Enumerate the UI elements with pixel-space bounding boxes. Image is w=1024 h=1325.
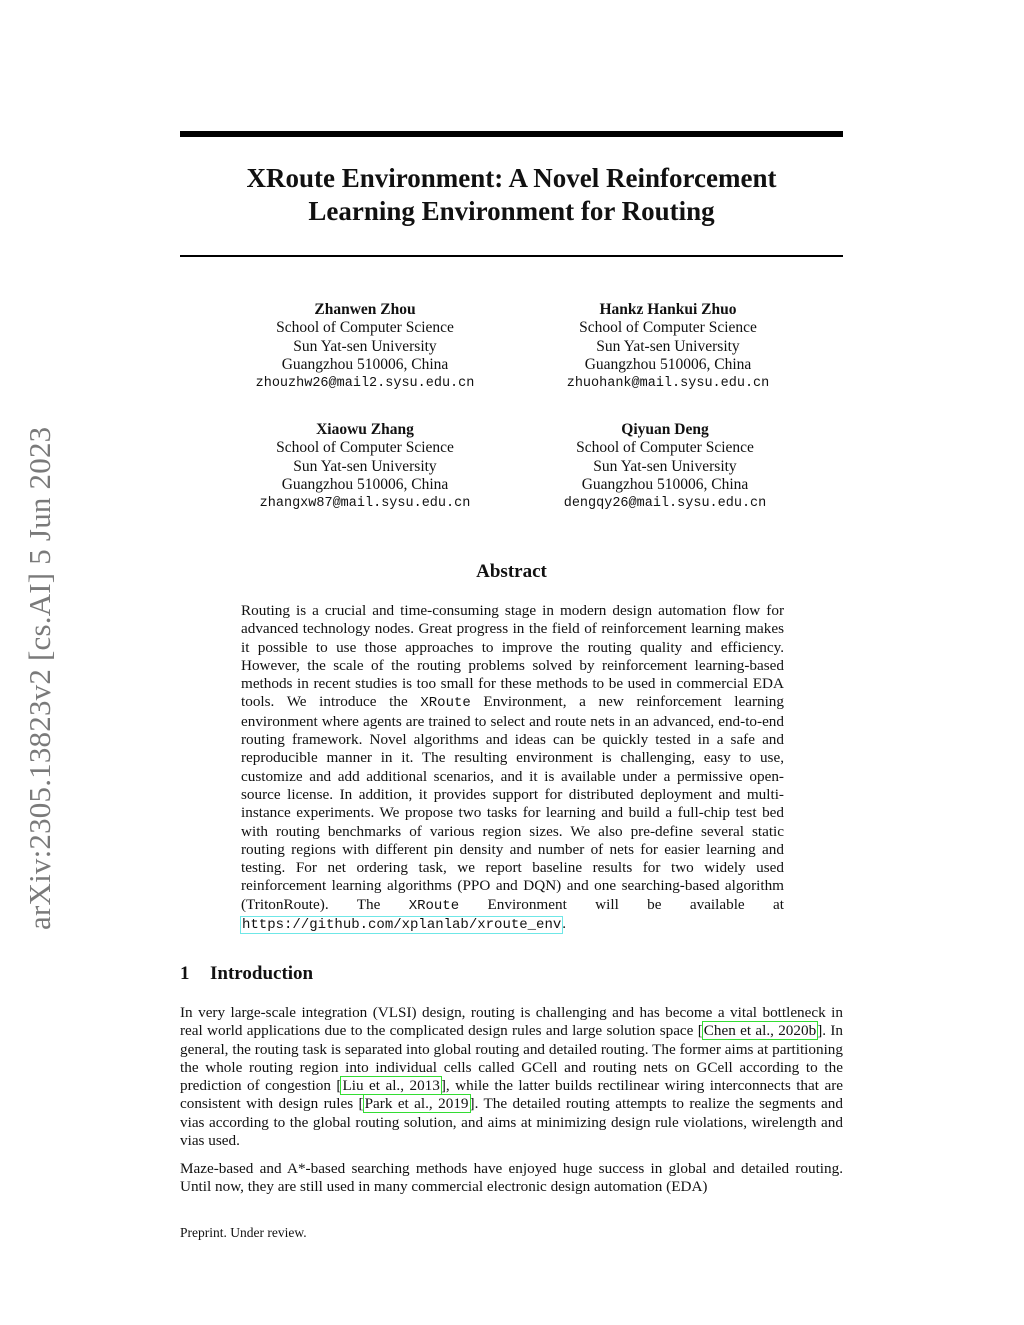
- intro-paragraph-2: Maze-based and A*-based searching methods have enjoyed huge success in global and detailed routing. Until now, they are still used in many commercial electronic design automation (EDA): [180, 1160, 843, 1196]
- abstract-text-2: Environment, a new reinforcement learning environment where agents are trained to select and route nets in an advanced, end-to-end routing framework. Novel algorithms and ideas can be quickly tested in a safe and reproducible manner in it. The resulting environment is challenging, easy to use, customize and add additional scenarios, and it is available under a permissive open-source license. In addition, it provides support for distributed deployment and multi-instance experiments. We propose two tasks for learning and build a full-chip test bed with routing benchmarks of various region sizes. We also pre-define several static routing regions with different pin density and number of nets for easier learning and testing. For net ordering task, we report baseline results for two widely used reinforcement learning algorithms (PPO and DQN) and one searching-based algorithm (TritonRoute). The: [241, 693, 784, 913]
- citation-chen-2020b[interactable]: Chen et al., 2020b: [703, 1022, 817, 1040]
- author-name: Zhanwen Zhou: [314, 301, 416, 318]
- author-email[interactable]: dengqy26@mail.sysu.edu.cn: [563, 495, 767, 511]
- author-block-2: [508, 301, 828, 393]
- section-title: Introduction: [210, 963, 314, 984]
- abstract-text-3: Environment will be available at: [459, 895, 784, 913]
- title-top-rule: [180, 131, 843, 137]
- abstract-code-xroute-2: XRoute: [408, 897, 460, 914]
- author-block-3: [205, 421, 525, 513]
- author-dept: School of Computer Science: [579, 319, 757, 337]
- author-email[interactable]: zhangxw87@mail.sysu.edu.cn: [259, 495, 471, 511]
- author-city: Guangzhou 510006, China: [281, 476, 449, 494]
- author-name: Hankz Hankui Zhuo: [599, 301, 737, 318]
- author-email[interactable]: zhuohank@mail.sysu.edu.cn: [566, 375, 770, 391]
- author-univ: Sun Yat-sen University: [596, 337, 740, 355]
- abstract-body: [241, 602, 784, 934]
- github-url-link[interactable]: https://github.com/xplanlab/xroute_env: [242, 917, 562, 934]
- para-text: ]. In general, the routing task is separated into global routing and detailed routing. The former aims at partitioning the whole routing region into individual cells called GCell and routing nets on GCell according to the prediction of congestion [: [180, 1022, 843, 1095]
- author-name: Xiaowu Zhang: [316, 421, 414, 438]
- author-city: Guangzhou 510006, China: [584, 356, 752, 374]
- paper-title: [180, 162, 843, 228]
- author-city: Guangzhou 510006, China: [281, 356, 449, 374]
- section-heading-introduction: [180, 963, 313, 985]
- abstract-code-xroute: XRoute: [420, 695, 471, 712]
- citation-liu-2013[interactable]: Liu et al., 2013: [342, 1077, 440, 1095]
- para-text: In very large-scale integration (VLSI) design, routing is challenging and has become a vital bottleneck in real world applications due to the complicated design rules and large solution space [: [180, 1004, 843, 1040]
- author-univ: Sun Yat-sen University: [293, 337, 437, 355]
- author-dept: School of Computer Science: [576, 439, 754, 457]
- para-text: ], while the latter builds rectilinear wiring interconnects that are consistent with design rules [: [180, 1077, 843, 1113]
- arxiv-sidebar-stamp: arXiv:2305.13823v2 [cs.AI] 5 Jun 2023: [22, 426, 57, 930]
- author-block-4: [505, 421, 825, 513]
- abstract-text-4: .: [562, 915, 567, 933]
- author-dept: School of Computer Science: [276, 439, 454, 457]
- citation-park-2019[interactable]: Park et al., 2019: [364, 1095, 469, 1113]
- title-line-2: Learning Environment for Routing: [308, 196, 715, 226]
- author-block-1: [205, 301, 525, 393]
- author-name: Qiyuan Deng: [621, 421, 709, 438]
- title-line-1: XRoute Environment: A Novel Reinforcement: [246, 163, 777, 193]
- title-bottom-rule: [180, 255, 843, 257]
- author-univ: Sun Yat-sen University: [593, 457, 737, 475]
- author-dept: School of Computer Science: [276, 319, 454, 337]
- section-number: 1: [180, 963, 190, 984]
- intro-paragraph-1: [180, 1004, 843, 1150]
- page-footer: Preprint. Under review.: [180, 1225, 307, 1240]
- abstract-heading: Abstract: [476, 561, 547, 582]
- para-text: ]. The detailed routing attempts to realize the segments and vias according to the global routing solution, and aims at minimizing design rule violations, wirelength and vias used.: [180, 1095, 843, 1150]
- author-email[interactable]: zhouzhw26@mail2.sysu.edu.cn: [255, 375, 475, 391]
- author-univ: Sun Yat-sen University: [293, 457, 437, 475]
- author-city: Guangzhou 510006, China: [581, 476, 749, 494]
- abstract-text-1: Routing is a crucial and time-consuming stage in modern design automation flow for advanced technology nodes. Great progress in the field of reinforcement learning makes it possible to use those approaches to improve the routing quality and efficiency. However, the scale of the routing problems solved by reinforcement learning-based methods in recent studies is too small for these methods to be used in commercial EDA tools. We introduce the: [241, 602, 784, 711]
